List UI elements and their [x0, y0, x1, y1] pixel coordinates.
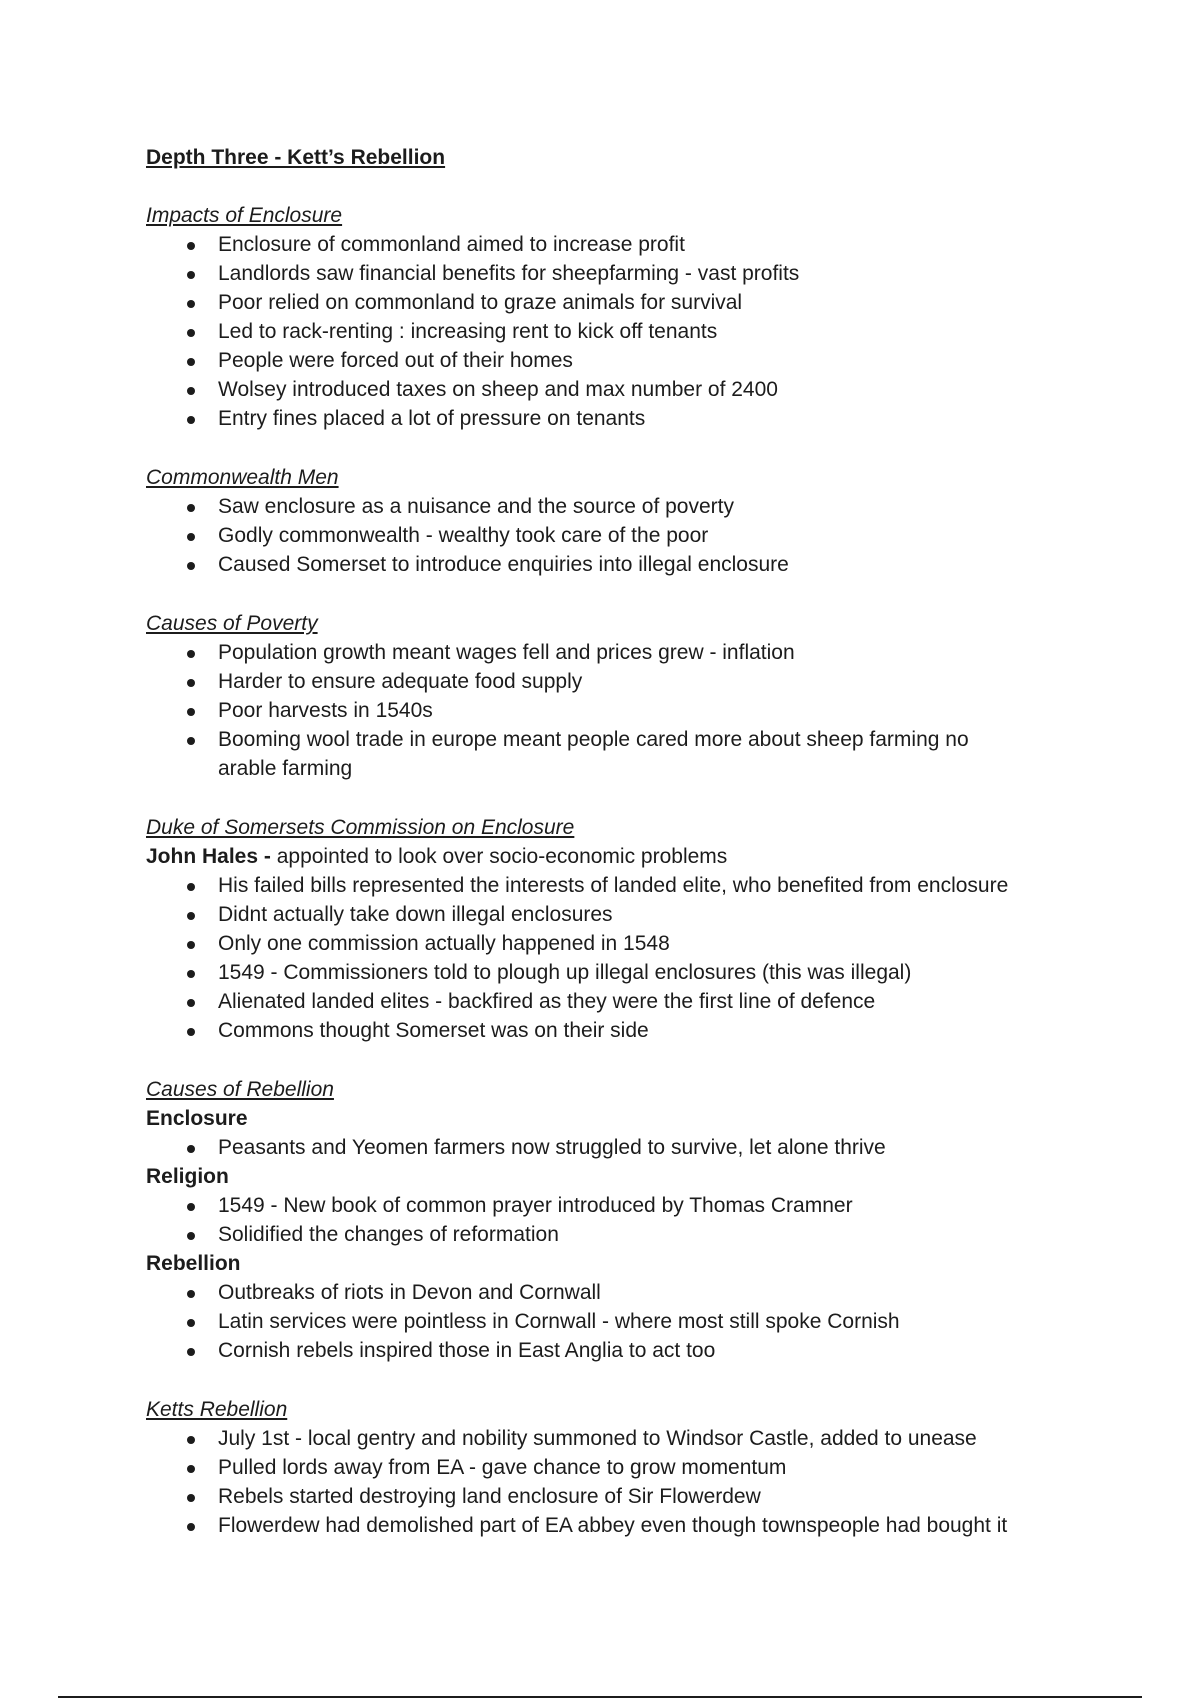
- bullet-list: [146, 638, 1156, 783]
- section-heading: Impacts of Enclosure: [146, 204, 343, 227]
- document-page: [146, 144, 1156, 1570]
- bullet-list: [146, 1133, 1156, 1162]
- bullet-item: Harder to ensure adequate food supply: [146, 667, 1156, 696]
- bullet-item: Enclosure of commonland aimed to increase profit: [146, 230, 1156, 259]
- bullet-item: July 1st - local gentry and nobility summoned to Windsor Castle, added to unease: [146, 1424, 1156, 1453]
- bullet-item: Population growth meant wages fell and prices grew - inflation: [146, 638, 1156, 667]
- bullet-item: Didnt actually take down illegal enclosures: [146, 900, 1156, 929]
- bullet-list: [146, 1278, 1156, 1365]
- bullet-item: 1549 - New book of common prayer introduced by Thomas Cramner: [146, 1191, 1156, 1220]
- bullet-item: Solidified the changes of reformation: [146, 1220, 1156, 1249]
- bullet-list: [146, 871, 1156, 1045]
- bullet-item: Latin services were pointless in Cornwall - where most still spoke Cornish: [146, 1307, 1156, 1336]
- bullet-item: Peasants and Yeomen farmers now struggled to survive, let alone thrive: [146, 1133, 1156, 1162]
- bullet-item: Poor relied on commonland to graze animals for survival: [146, 288, 1156, 317]
- sub-heading-religion: Religion: [146, 1165, 229, 1188]
- sub-heading-rebellion: Rebellion: [146, 1252, 241, 1275]
- bullet-item: Outbreaks of riots in Devon and Cornwall: [146, 1278, 1156, 1307]
- footer-divider: [58, 1696, 1142, 1698]
- bullet-item: Cornish rebels inspired those in East Anglia to act too: [146, 1336, 1156, 1365]
- section-ketts-rebellion: [146, 1395, 1156, 1540]
- bullet-item: Godly commonwealth - wealthy took care of the poor: [146, 521, 1156, 550]
- bullet-list: [146, 230, 1156, 433]
- bullet-item: Pulled lords away from EA - gave chance to grow momentum: [146, 1453, 1156, 1482]
- bullet-item: Led to rack-renting : increasing rent to kick off tenants: [146, 317, 1156, 346]
- section-heading: Duke of Somersets Commission on Enclosure: [146, 816, 575, 839]
- bullet-item: Wolsey introduced taxes on sheep and max number of 2400: [146, 375, 1156, 404]
- bullet-item: Poor harvests in 1540s: [146, 696, 1156, 725]
- bullet-item: People were forced out of their homes: [146, 346, 1156, 375]
- bullet-item: 1549 - Commissioners told to plough up illegal enclosures (this was illegal): [146, 958, 1156, 987]
- bullet-item: Commons thought Somerset was on their side: [146, 1016, 1156, 1045]
- bullet-list: [146, 1424, 1156, 1540]
- section-heading: Causes of Poverty: [146, 612, 318, 635]
- sub-heading-enclosure: Enclosure: [146, 1107, 248, 1130]
- bullet-item: Landlords saw financial benefits for sheepfarming - vast profits: [146, 259, 1156, 288]
- bullet-item: Caused Somerset to introduce enquiries into illegal enclosure: [146, 550, 1156, 579]
- intro-bold-name: John Hales -: [146, 845, 271, 868]
- section-heading: Ketts Rebellion: [146, 1398, 288, 1421]
- bullet-item: Booming wool trade in europe meant people cared more about sheep farming no arable farming: [146, 725, 998, 783]
- bullet-item: Entry fines placed a lot of pressure on tenants: [146, 404, 1156, 433]
- bullet-item: Rebels started destroying land enclosure of Sir Flowerdew: [146, 1482, 1156, 1511]
- intro-line: [146, 842, 1156, 871]
- section-impacts-of-enclosure: [146, 201, 1156, 433]
- section-heading: Causes of Rebellion: [146, 1078, 334, 1101]
- section-somerset-commission: [146, 813, 1156, 1045]
- document-title: Depth Three - Kett’s Rebellion: [146, 146, 446, 169]
- bullet-list: [146, 1191, 1156, 1249]
- bullet-item: Saw enclosure as a nuisance and the source of poverty: [146, 492, 1156, 521]
- bullet-item: Flowerdew had demolished part of EA abbey even though townspeople had bought it: [146, 1511, 1156, 1540]
- bullet-item: Only one commission actually happened in 1548: [146, 929, 1156, 958]
- bullet-item: His failed bills represented the interests of landed elite, who benefited from enclosure: [146, 871, 1156, 900]
- section-commonwealth-men: [146, 463, 1156, 579]
- bullet-item: Alienated landed elites - backfired as they were the first line of defence: [146, 987, 1156, 1016]
- section-causes-of-rebellion: [146, 1075, 1156, 1365]
- bullet-list: [146, 492, 1156, 579]
- section-heading: Commonwealth Men: [146, 466, 339, 489]
- intro-text: appointed to look over socio-economic problems: [270, 845, 728, 868]
- section-causes-of-poverty: [146, 609, 1156, 783]
